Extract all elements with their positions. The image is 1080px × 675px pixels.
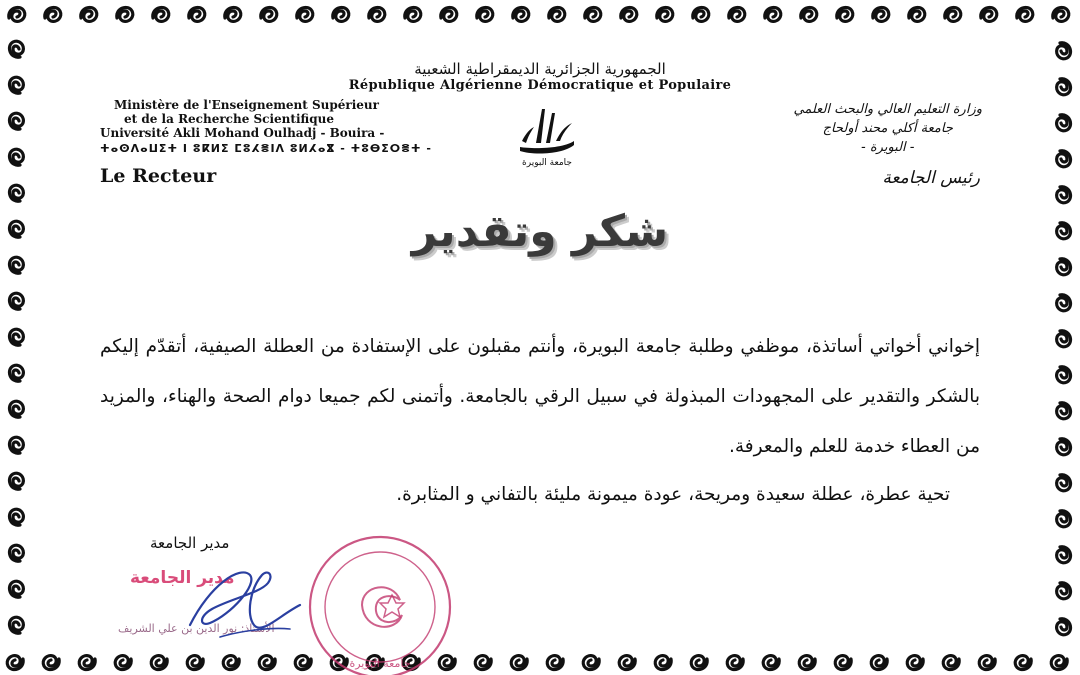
stamp-title: مدير الجامعة [130, 568, 235, 588]
border-spiral [1057, 403, 1071, 419]
republic-french: République Algérienne Démocratique et Populaire [348, 78, 732, 93]
ministry-arabic: وزارة التعليم العالي والبحث العلمي [793, 102, 982, 117]
border-spiral [943, 656, 959, 670]
border-spiral [261, 7, 277, 21]
seal-text: جامعة البويرة [349, 657, 411, 670]
border-spiral [835, 656, 851, 670]
border-spiral [477, 7, 493, 21]
border-spiral [1053, 7, 1069, 21]
border-spiral [799, 656, 815, 670]
border-spiral [1057, 79, 1071, 95]
border-spiral [981, 7, 997, 21]
border-spiral [1057, 43, 1071, 59]
border-spiral [9, 149, 23, 165]
rector-arabic: رئيس الجامعة [882, 168, 980, 188]
closing-line: تحية عطرة، عطلة سعيدة ومريحة، عودة ميمونة مليئة بالتفاني و المثابرة. [396, 484, 950, 505]
border-spiral [1057, 619, 1071, 635]
logo-caption: جامعة البويرة [522, 158, 572, 168]
official-seal [292, 525, 467, 675]
border-spiral [81, 7, 97, 21]
border-spiral [1017, 7, 1033, 21]
border-spiral [225, 7, 241, 21]
border-spiral [369, 7, 385, 21]
border-spiral [945, 7, 961, 21]
border-spiral [1057, 439, 1071, 455]
border-spiral [9, 41, 23, 57]
border-spiral [1057, 511, 1071, 527]
border-spiral [907, 656, 923, 670]
border-spiral [7, 656, 23, 670]
university-name: Université Akli Mohand Oulhadj - Bouira - [100, 126, 385, 140]
border-spiral [871, 656, 887, 670]
border-spiral [259, 656, 275, 670]
border-spiral [9, 401, 23, 417]
border-spiral [9, 7, 25, 21]
border-spiral [1057, 331, 1071, 347]
border-spiral [549, 7, 565, 21]
document-title: شكر وتقدير [411, 206, 669, 257]
border-spiral [1057, 115, 1071, 131]
border-spiral [333, 7, 349, 21]
border-spiral [9, 257, 23, 273]
border-spiral [79, 656, 95, 670]
border-spiral [979, 656, 995, 670]
border-spiral [693, 7, 709, 21]
border-spiral [9, 473, 23, 489]
border-spiral [621, 7, 637, 21]
border-spiral [619, 656, 635, 670]
border-spiral [1057, 583, 1071, 599]
border-spiral [43, 656, 59, 670]
city-arabic: - البويرة - [861, 140, 915, 155]
border-spiral [405, 7, 421, 21]
border-spiral [909, 7, 925, 21]
border-spiral [873, 7, 889, 21]
border-spiral [1057, 475, 1071, 491]
border-spiral [765, 7, 781, 21]
border-spiral [547, 656, 563, 670]
border-spiral [441, 7, 457, 21]
border-spiral [9, 221, 23, 237]
republic-arabic: الجمهورية الجزائرية الديمقراطية الشعبية [414, 60, 666, 78]
university-arabic: جامعة أكلي محند أولحاج [822, 121, 953, 136]
border-spiral [115, 656, 131, 670]
border-spiral [9, 617, 23, 633]
university-tifinagh: ⵜⴰⵙⴷⴰⵡⵉⵜ ⵏ ⵓⴽⵍⵉ ⵎⵓⵃⴻⵏⴷ ⵓⵍⵃⴰⴵ - ⵜⵓⴱⵉⵔⴻⵜ - [100, 142, 432, 155]
border-spiral [1057, 259, 1071, 275]
university-logo [512, 103, 582, 169]
border-spiral [9, 545, 23, 561]
recteur-label: Le Recteur [100, 165, 217, 187]
border-spiral [153, 7, 169, 21]
border-spiral [223, 656, 239, 670]
border-spiral [1057, 367, 1071, 383]
border-spiral [45, 7, 61, 21]
border-spiral [513, 7, 529, 21]
border-spiral [9, 365, 23, 381]
border-spiral [583, 656, 599, 670]
border-spiral [585, 7, 601, 21]
border-spiral [837, 7, 853, 21]
border-spiral [475, 656, 491, 670]
right-header [794, 100, 982, 157]
border-spiral [9, 293, 23, 309]
border-spiral [655, 656, 671, 670]
border-spiral [727, 656, 743, 670]
border-spiral [9, 185, 23, 201]
border-spiral [1057, 223, 1071, 239]
border-spiral [9, 509, 23, 525]
border-spiral [117, 7, 133, 21]
ministry-line1: Ministère de l'Enseignement Supérieur [114, 98, 379, 112]
border-spiral [9, 113, 23, 129]
ministry-line2: et de la Recherche Scientifique [124, 112, 334, 126]
border-spiral [657, 7, 673, 21]
border-spiral [763, 656, 779, 670]
border-spiral [1057, 547, 1071, 563]
border-spiral [1057, 151, 1071, 167]
border-spiral [511, 656, 527, 670]
border-spiral [691, 656, 707, 670]
border-spiral [297, 7, 313, 21]
border-spiral [1051, 656, 1067, 670]
border-spiral [1057, 295, 1071, 311]
border-spiral [9, 437, 23, 453]
border-spiral [187, 656, 203, 670]
border-spiral [189, 7, 205, 21]
signatory-title: مدير الجامعة [150, 534, 230, 552]
body-paragraph: إخواني أخواتي أساتذة، موظفي وطلبة جامعة البويرة، وأنتم مقبلون على الإستفادة من العطلة الصيفية، أتقدّم إليكم بالشكر والتقدير على المجهودات المبذولة في سبيل الرقي بالجامعة. وأتمنى لكم جميعا دوام الصحة والهناء، والمزيد من العطاء خدمة للعلم والمعرفة. [100, 336, 980, 457]
border-spiral [729, 7, 745, 21]
border-spiral [9, 581, 23, 597]
border-spiral [1057, 187, 1071, 203]
border-spiral [9, 77, 23, 93]
stamp-name: الأستاذ: نور الدين بن علي الشريف [118, 622, 275, 635]
border-spiral [151, 656, 167, 670]
border-spiral [9, 329, 23, 345]
border-spiral [1015, 656, 1031, 670]
border-spiral [801, 7, 817, 21]
left-header [100, 98, 432, 156]
